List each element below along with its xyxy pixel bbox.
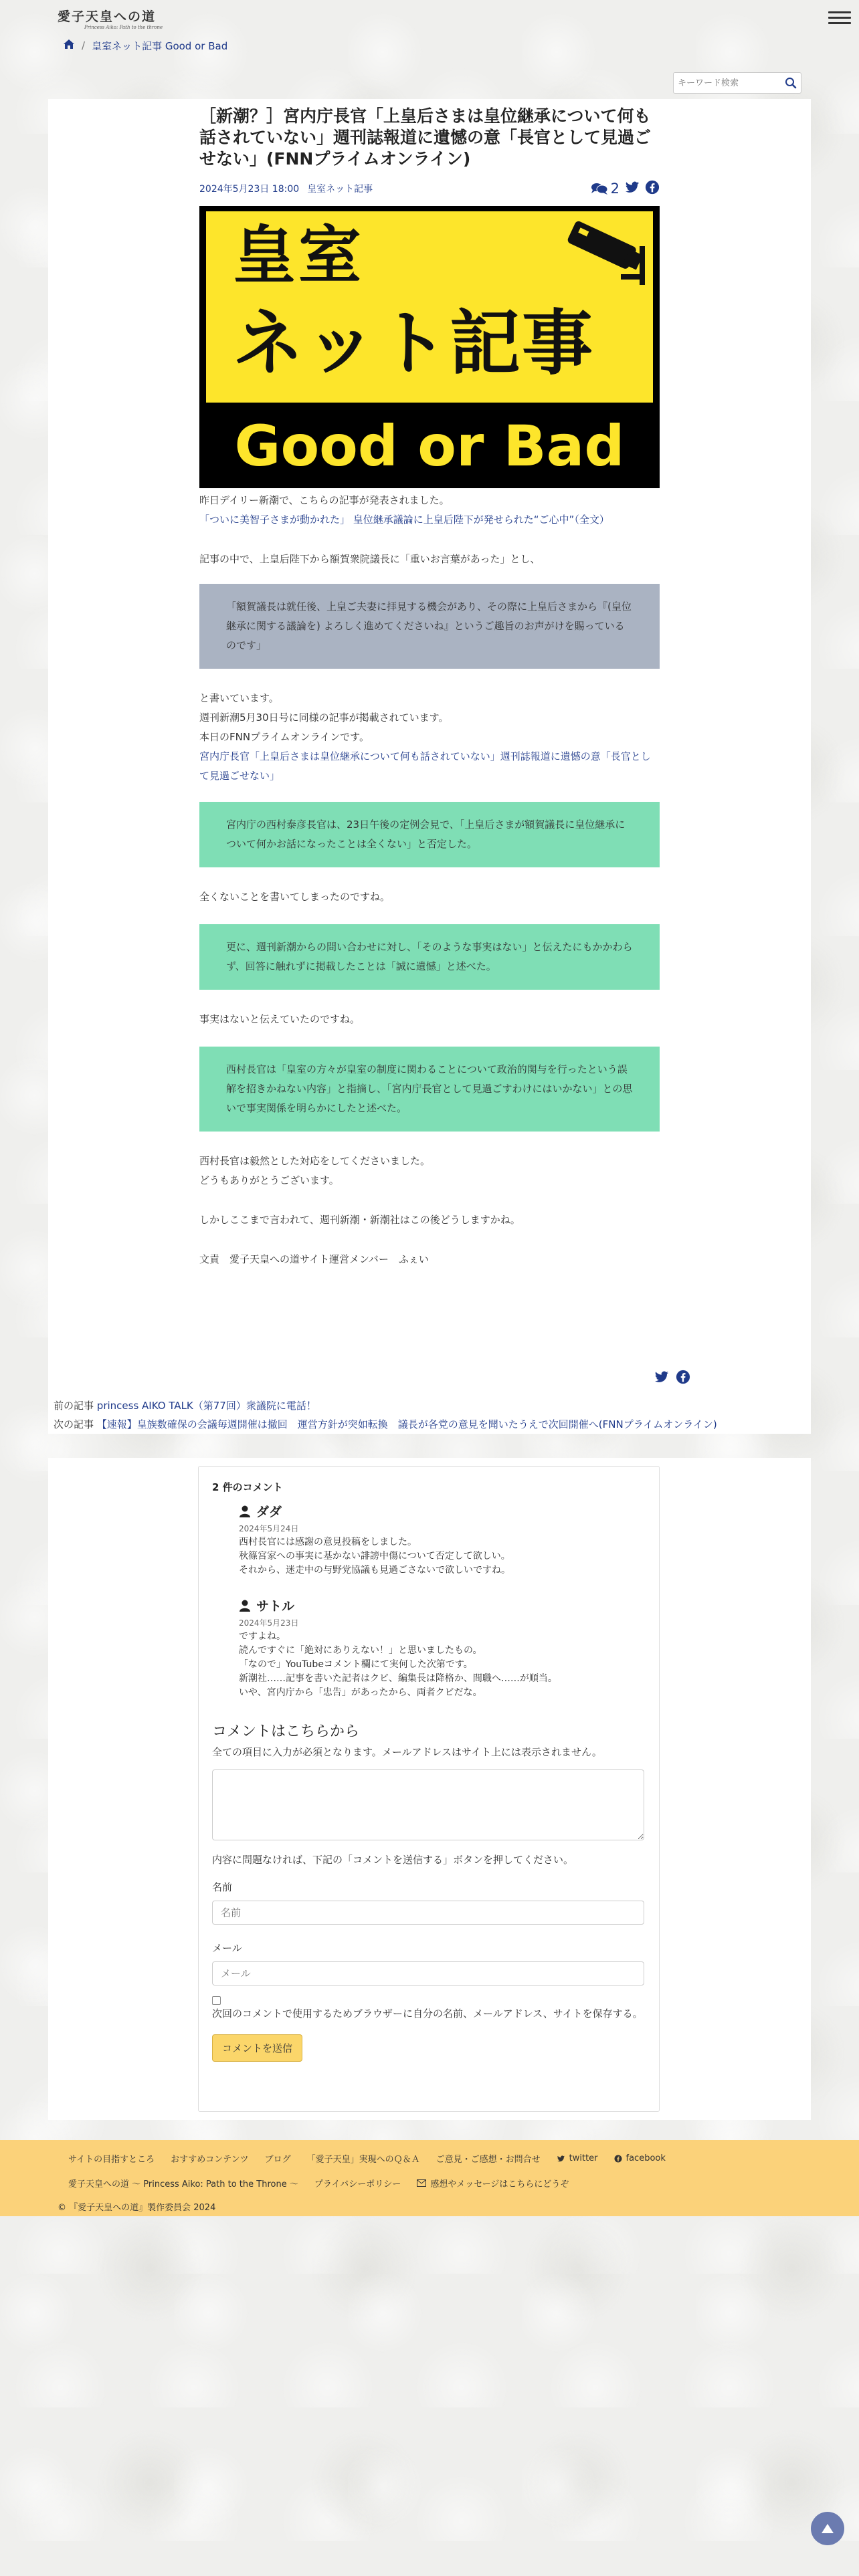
comment-line: 読んですぐに「絶対にありえない！」と思いましたもの。 — [239, 1645, 482, 1656]
footer-link[interactable]: サイトの目指すところ — [68, 2155, 155, 2165]
paragraph: 西村長官は毅然とした対応をしてくださいました。 — [199, 1155, 431, 1167]
hamburger-menu-icon[interactable] — [828, 8, 851, 28]
comment-author-name: サトル — [256, 1599, 295, 1614]
footer-message-link[interactable] — [417, 2177, 569, 2189]
footer-twitter-link[interactable] — [557, 2153, 598, 2163]
article-body — [199, 491, 660, 1269]
facebook-share-icon[interactable] — [676, 1370, 690, 1387]
comment-author — [239, 1502, 646, 1520]
post-navigation — [54, 1396, 717, 1434]
comment-line: それから、迷走中の与野党協議も見過ごさないで欲しいですね。 — [239, 1565, 510, 1576]
hero-line2: ネット記事 — [233, 302, 594, 385]
email-field[interactable] — [212, 1961, 644, 1985]
envelope-icon — [417, 2179, 426, 2187]
save-info-checkbox[interactable] — [212, 1996, 221, 2005]
paragraph: 事実はないと伝えていたのですね。 — [199, 1013, 361, 1025]
facebook-icon — [614, 2155, 622, 2163]
paragraph: 全くないことを書いてしまったのですね。 — [199, 891, 391, 903]
breadcrumb-separator: / — [82, 39, 86, 51]
article — [199, 106, 660, 1269]
arrow-up-icon — [820, 2523, 835, 2535]
article-date[interactable]: 2024年5月23日 18:00 — [199, 184, 300, 195]
submit-comment-button[interactable]: コメントを送信 — [212, 2034, 302, 2062]
save-info-label: 次回のコメントで使用するためブラウザーに自分の名前、メールアドレス、サイトを保存する。 — [212, 2008, 643, 2020]
comment-line: 「なので」YouTubeコメント欄にて実何した次第です。 — [239, 1659, 473, 1670]
user-icon — [239, 1600, 251, 1612]
article-title: ［新潮？］宮内庁長官「上皇后さまは皇位継承について何も話されていない」週刊誌報道に遺憾の意「長官として見過ごせない」(FNNプライムオンライン) — [199, 106, 652, 169]
comment-date: 2024年5月23日 — [239, 1618, 299, 1628]
footer-link[interactable]: 愛子天皇への道 〜 Princess Aiko: Path to the Throne 〜 — [68, 2179, 298, 2189]
comment-line: 秋篠宮家への事実に基かない誹謗中傷について否定して欲しい。 — [239, 1551, 510, 1562]
breadcrumb — [63, 37, 227, 53]
prev-post-label: 前の記事 — [54, 1400, 94, 1412]
facebook-share-icon[interactable] — [645, 180, 660, 197]
footer-link[interactable]: 「愛子天皇」実現へのＱ＆Ａ — [306, 2155, 420, 2165]
paragraph: どうもありがとうございます。 — [199, 1174, 339, 1186]
footer-link[interactable]: おすすめコンテンツ — [171, 2155, 249, 2165]
site-logo[interactable] — [58, 7, 163, 33]
footer-message-label: 感想やメッセージはこちらにどうぞ — [430, 2179, 569, 2189]
user-icon — [239, 1505, 251, 1517]
comment-textarea[interactable] — [212, 1769, 644, 1840]
comment-form-note: 全ての項目に入力が必須となります。メールアドレスはサイト上には表示されません。 — [212, 1746, 602, 1758]
comment — [239, 1502, 646, 1578]
save-info-row — [212, 1996, 646, 2022]
comments-box — [198, 1466, 660, 2112]
site-header — [0, 0, 859, 40]
comment-author-name: ダダ — [256, 1505, 282, 1519]
article-card — [48, 99, 811, 1434]
email-label: メール — [212, 1942, 242, 1954]
logo-text: 愛子天皇への道 — [58, 9, 157, 24]
security-camera-icon — [554, 221, 654, 294]
comment-form-instruction: 内容に問題なければ、下記の「コメントを送信する」ボタンを押してください。 — [212, 1854, 574, 1866]
copyright: © 『愛子天皇への道』製作委員会 2024 — [58, 2203, 216, 2213]
footer-nav-row2 — [68, 2177, 840, 2189]
name-label: 名前 — [212, 1881, 233, 1893]
paragraph: 記事の中で、上皇后陛下から額賀衆院議長に「重いお言葉があった」とし、 — [199, 553, 541, 565]
hero-line3: Good or Bad — [234, 413, 625, 479]
prev-post-link[interactable]: princess AIKO TALK（第77回）衆議院に電話！ — [96, 1400, 316, 1412]
comments-heading: 2 件のコメント — [212, 1481, 283, 1493]
footer-twitter-label: twitter — [569, 2153, 598, 2163]
comment-line: 西村長官には感謝の意見投稿をしました。 — [239, 1537, 417, 1547]
footer-link[interactable]: ブログ — [264, 2155, 291, 2165]
comments-icon[interactable] — [591, 181, 619, 197]
next-post-link[interactable]: 【速報】皇族数確保の会議毎週開催は撤回 運営方針が突如転換 議長が各党の意見を聞いたうえで次回開催へ(FNNプライムオンライン) — [96, 1418, 717, 1430]
paragraph: しかしここまで言われて、週刊新潮・新潮社はこの後どうしますかね。 — [199, 1214, 520, 1226]
next-post-label: 次の記事 — [54, 1418, 94, 1430]
twitter-share-icon[interactable] — [654, 1370, 669, 1387]
comment-line: いや、宮内庁から「忠告」があったから、両者クビだな。 — [239, 1687, 482, 1698]
footer-facebook-label: facebook — [626, 2153, 666, 2163]
search-input[interactable] — [674, 73, 781, 93]
comment-count: 2 — [610, 181, 619, 197]
comment-body — [239, 1630, 646, 1700]
comment-form-title: コメントはこちらから — [212, 1723, 360, 1740]
hero-image — [199, 206, 660, 488]
comment-line: 新潮社……記事を書いた記者はクビ、編集長は降格か、間職へ……が順当。 — [239, 1673, 557, 1684]
hero-line1: 皇室 — [233, 219, 365, 292]
article-social — [591, 180, 660, 197]
search-icon[interactable] — [781, 73, 801, 93]
comment-author — [239, 1596, 646, 1614]
article-link[interactable]: 宮内庁長官「上皇后さまは皇位継承について何も話されていない」週刊誌報道に遺憾の意「長官として見過ごせない」 — [199, 750, 651, 782]
comment-line: ですよね。 — [239, 1631, 286, 1642]
article-category[interactable]: 皇室ネット記事 — [307, 184, 373, 195]
paragraph: 週刊新潮5月30日号に同様の記事が掲載されています。 — [199, 712, 449, 724]
blockquote: 更に、週刊新潮からの問い合わせに対し、「そのような事実はない」と伝えたにもかかわらず、回答に触れずに掲載したことは「誠に遺憾」と述べた。 — [199, 924, 660, 990]
breadcrumb-category[interactable]: 皇室ネット記事 Good or Bad — [92, 39, 228, 52]
blockquote: 「額賀議長は就任後、上皇ご夫妻に拝見する機会があり、その際に上皇后さまから『(皇位継承に関する議論を) よろしく進めてくださいね』というご趣旨のお声がけを賜っているのです」 — [199, 584, 660, 669]
blockquote: 宮内庁の西村泰彦長官は、23日午後の定例会見で、「上皇后さまが額賀議長に皇位継承について何かお話になったことは全くない」と否定した。 — [199, 802, 660, 867]
footer-nav-row1 — [68, 2152, 840, 2165]
comments-section — [48, 1458, 811, 2120]
twitter-icon — [557, 2155, 565, 2163]
article-meta — [199, 182, 660, 195]
footer-facebook-link[interactable] — [614, 2153, 666, 2163]
share-bottom — [654, 1370, 690, 1387]
article-signature: 文責 愛子天皇への道サイト運営メンバー ふぇい — [199, 1253, 429, 1265]
name-field[interactable] — [212, 1901, 644, 1925]
blockquote: 西村長官は「皇室の方々が皇室の制度に関わることについて政治的関与を行ったという誤解を招きかねない内容」と指摘し、「宮内庁長官として見過ごすわけにはいかない」との思いで事実関係を明らかにしたと述べた。 — [199, 1047, 660, 1132]
twitter-share-icon[interactable] — [625, 180, 640, 197]
footer-link[interactable]: ご意見・ご感想・お問合せ — [436, 2155, 541, 2165]
search-box — [673, 72, 801, 94]
comment — [239, 1596, 646, 1700]
back-to-top-button[interactable] — [811, 2512, 844, 2545]
article-link[interactable]: 「ついに美智子さまが動かれた」 皇位継承議論に上皇后陛下が発せられた“ご心中”（全文） — [199, 514, 609, 526]
paragraph: と書いています。 — [199, 692, 279, 704]
hero-yellow-panel — [206, 211, 653, 403]
comment-date: 2024年5月24日 — [239, 1524, 299, 1533]
paragraph: 本日のFNNプライムオンラインです。 — [199, 731, 369, 743]
paragraph: 昨日デイリー新潮で、こちらの記事が発表されました。 — [199, 494, 450, 506]
footer-link[interactable]: プライバシーポリシー — [314, 2179, 401, 2189]
comment-body — [239, 1535, 646, 1578]
home-icon[interactable] — [63, 39, 75, 52]
logo-subtitle: Princess Aiko: Path to the throne — [84, 25, 163, 30]
